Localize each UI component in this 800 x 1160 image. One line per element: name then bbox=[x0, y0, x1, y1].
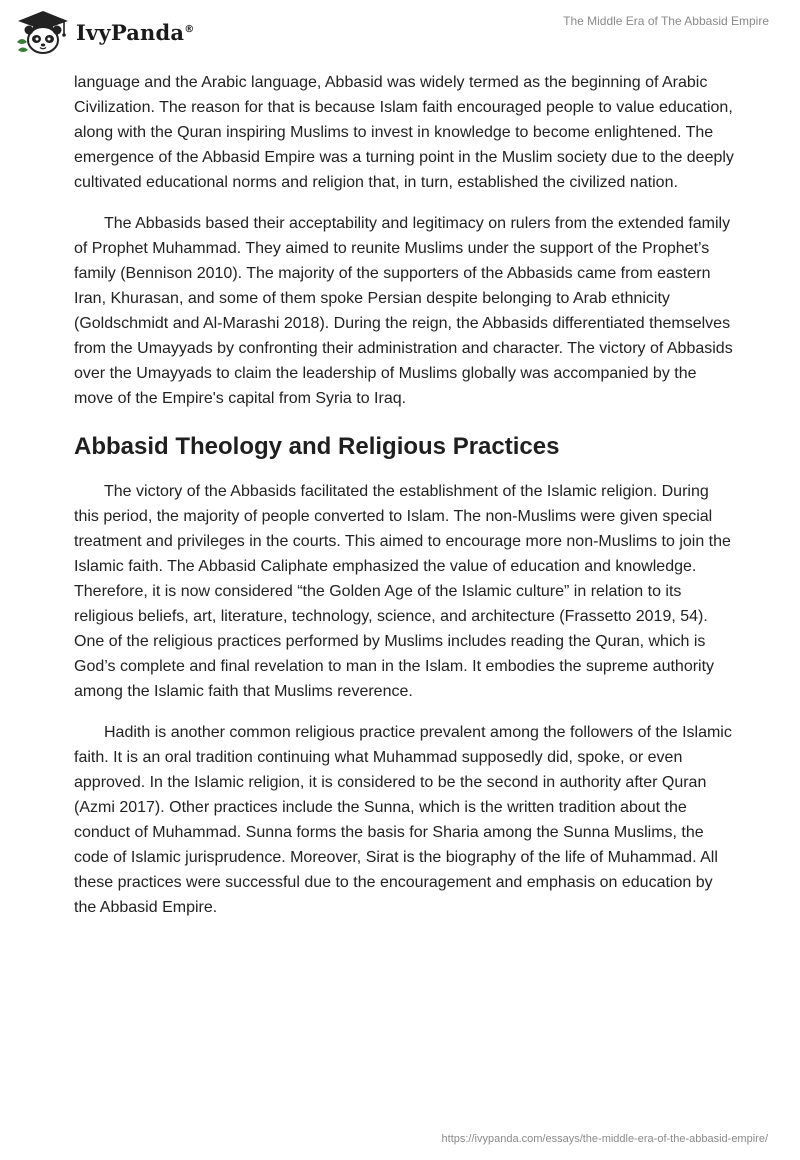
page-header bbox=[0, 0, 800, 70]
panda-graduate-icon bbox=[14, 8, 72, 56]
registered-mark: ® bbox=[184, 23, 195, 35]
source-url[interactable]: https://ivypanda.com/essays/the-middle-era-of-the-abbasid-empire/ bbox=[441, 1133, 768, 1145]
article-body bbox=[74, 70, 734, 936]
brand-logo[interactable] bbox=[14, 8, 194, 56]
paragraph: Hadith is another common religious practice prevalent among the followers of the Islamic faith. It is an oral tradition continuing what Muhammad supposedly did, spoke, or even approved. In the Islamic religion, it is considered to be the second in authority after Quran (Azmi 2017). Other practices include the Sunna, which is the written tradition about the conduct of Muhammad. Sunna forms the basis for Sharia among the Sunna Muslims, the code of Islamic jurisprudence. Moreover, Sirat is the biography of the life of Muhammad. All these practices were successful due to the encouragement and emphasis on education by the Abbasid Empire. bbox=[74, 724, 732, 916]
paragraph: The Abbasids based their acceptability and legitimacy on rulers from the extended family of Prophet Muhammad. They aimed to reunite Muslims under the support of the Prophet’s family (Bennison 2010). The majority of the supporters of the Abbasids came from eastern Iran, Khurasan, and some of them spoke Persian despite belonging to Arab ethnicity (Goldschmidt and Al-Marashi 2018). During the reign, the Abbasids differentiated themselves from the Umayyads by confronting their administration and character. The victory of Abbasids over the Umayyads to claim the leadership of Muslims globally was accompanied by the move of the Empire's capital from Syria to Iraq. bbox=[74, 215, 733, 407]
brand-name: IvyPanda® bbox=[76, 19, 195, 45]
paragraph: language and the Arabic language, Abbasid was widely termed as the beginning of Arabic Civilization. The reason for that is because Islam faith encouraged people to value education, along with the Quran inspiring Muslims to invest in knowledge to become enlightened. The emergence of the Abbasid Empire was a turning point in the Muslim society due to the deeply cultivated educational norms and religion that, in turn, established the civilized nation. bbox=[74, 74, 734, 191]
document-title: The Middle Era of The Abbasid Empire bbox=[563, 14, 769, 28]
paragraph: The victory of the Abbasids facilitated the establishment of the Islamic religion. During this period, the majority of people converted to Islam. The non-Muslims were given special treatment and privileges in the courts. This aimed to encourage more non-Muslims to join the Islamic faith. The Abbasid Caliphate emphasized the value of education and knowledge. Therefore, it is now considered “the Golden Age of the Islamic culture” in relation to its religious beliefs, art, literature, technology, science, and architecture (Frassetto 2019, 54). One of the religious practices performed by Muslims includes reading the Quran, which is God’s complete and final revelation to man in the Islam. It embodies the supreme authority among the Islamic faith that Muslims reverence. bbox=[74, 483, 731, 700]
section-heading: Abbasid Theology and Religious Practices bbox=[74, 433, 560, 460]
